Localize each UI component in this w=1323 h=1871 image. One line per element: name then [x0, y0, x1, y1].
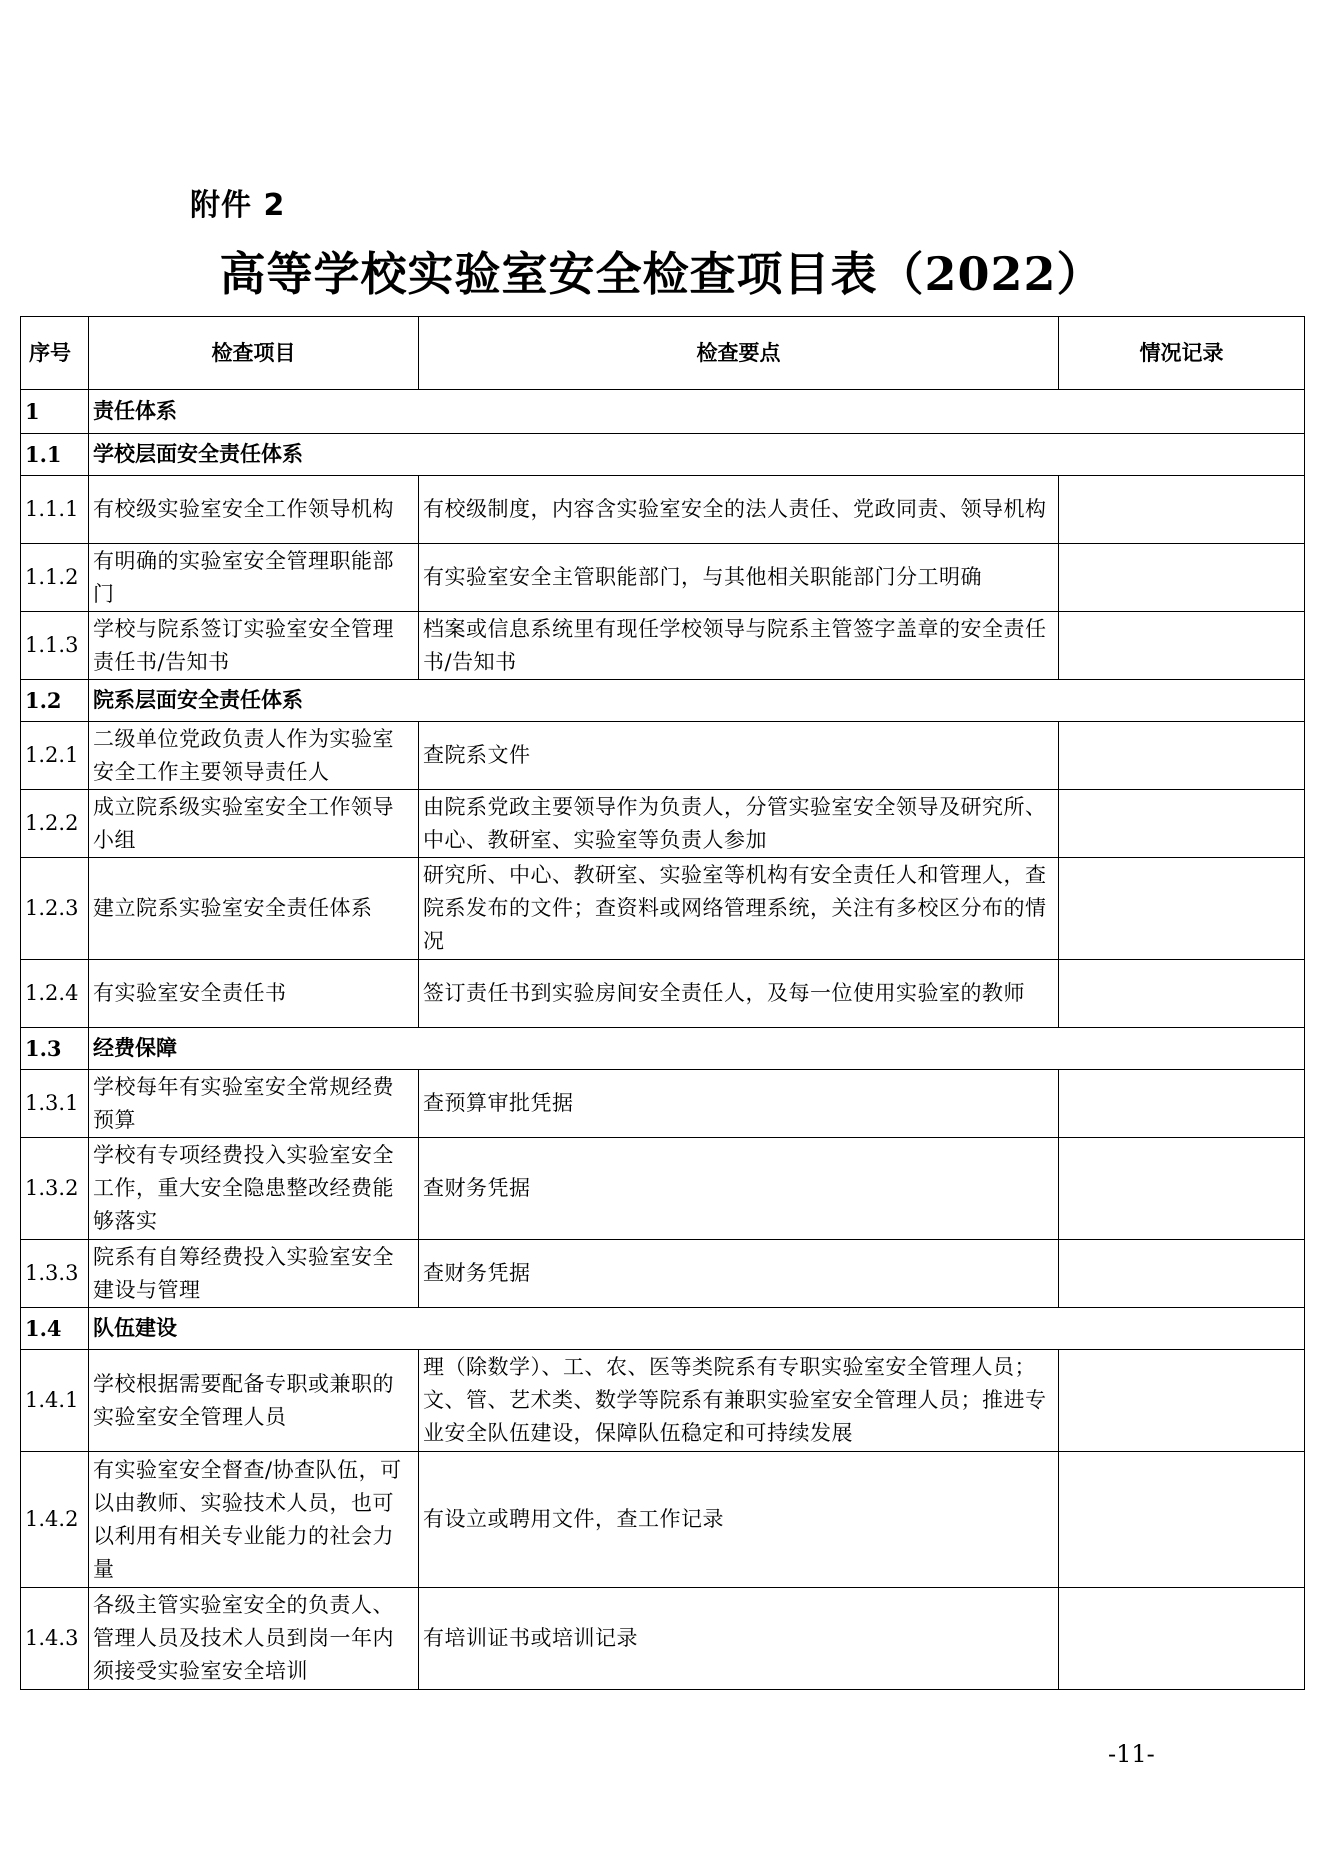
section-title: 经费保障: [89, 1028, 1305, 1070]
row-number: 1.4.3: [21, 1588, 89, 1690]
row-number: 1.4: [21, 1308, 89, 1350]
record-cell[interactable]: [1059, 858, 1305, 960]
row-number: 1.2.2: [21, 790, 89, 858]
check-item: 建立院系实验室安全责任体系: [89, 858, 419, 960]
row-number: 1.1.3: [21, 612, 89, 680]
record-cell[interactable]: [1059, 476, 1305, 544]
check-points: 有培训证书或培训记录: [419, 1588, 1059, 1690]
row-number: 1.2.1: [21, 722, 89, 790]
record-cell[interactable]: [1059, 1452, 1305, 1588]
record-cell[interactable]: [1059, 722, 1305, 790]
table-row: [21, 1240, 1305, 1308]
column-header-record: 情况记录: [1059, 317, 1305, 390]
section-row: [21, 1308, 1305, 1350]
check-points: 查财务凭据: [419, 1240, 1059, 1308]
row-number: 1.1.1: [21, 476, 89, 544]
table-row: [21, 790, 1305, 858]
attachment-label: 附件 2: [190, 188, 286, 223]
check-points: 查预算审批凭据: [419, 1070, 1059, 1138]
check-item: 成立院系级实验室安全工作领导小组: [89, 790, 419, 858]
row-number: 1.4.2: [21, 1452, 89, 1588]
check-points: 理（除数学）、工、农、医等类院系有专职实验室安全管理人员；文、管、艺术类、数学等院系有兼职实验室安全管理人员；推进专业安全队伍建设，保障队伍稳定和可持续发展: [419, 1350, 1059, 1452]
row-number: 1.2: [21, 680, 89, 722]
check-item: 有实验室安全责任书: [89, 960, 419, 1028]
table-row: [21, 960, 1305, 1028]
table-row: [21, 1588, 1305, 1690]
table-row: [21, 1452, 1305, 1588]
record-cell[interactable]: [1059, 1138, 1305, 1240]
table-row: [21, 1070, 1305, 1138]
record-cell[interactable]: [1059, 1240, 1305, 1308]
check-points: 研究所、中心、教研室、实验室等机构有安全责任人和管理人，查院系发布的文件；查资料或网络管理系统，关注有多校区分布的情况: [419, 858, 1059, 960]
column-header-no: 序号: [21, 317, 89, 390]
record-cell[interactable]: [1059, 960, 1305, 1028]
section-row: [21, 1028, 1305, 1070]
section-row: [21, 680, 1305, 722]
check-points: 有校级制度，内容含实验室安全的法人责任、党政同责、领导机构: [419, 476, 1059, 544]
page-number: -11-: [1108, 1740, 1155, 1768]
row-number: 1.4.1: [21, 1350, 89, 1452]
table-body: [21, 390, 1305, 1690]
column-header-points: 检查要点: [419, 317, 1059, 390]
table-row: [21, 476, 1305, 544]
record-cell[interactable]: [1059, 1350, 1305, 1452]
check-item: 院系有自筹经费投入实验室安全建设与管理: [89, 1240, 419, 1308]
check-points: 有实验室安全主管职能部门，与其他相关职能部门分工明确: [419, 544, 1059, 612]
row-number: 1.2.4: [21, 960, 89, 1028]
check-item: 有校级实验室安全工作领导机构: [89, 476, 419, 544]
record-cell[interactable]: [1059, 1588, 1305, 1690]
table-row: [21, 612, 1305, 680]
row-number: 1.3.3: [21, 1240, 89, 1308]
table-row: [21, 722, 1305, 790]
check-points: 有设立或聘用文件，查工作记录: [419, 1452, 1059, 1588]
section-title: 队伍建设: [89, 1308, 1305, 1350]
check-item: 学校根据需要配备专职或兼职的实验室安全管理人员: [89, 1350, 419, 1452]
check-points: 签订责任书到实验房间安全责任人，及每一位使用实验室的教师: [419, 960, 1059, 1028]
check-item: 有实验室安全督查/协查队伍，可以由教师、实验技术人员，也可以利用有相关专业能力的社会力量: [89, 1452, 419, 1588]
row-number: 1.2.3: [21, 858, 89, 960]
row-number: 1.1.2: [21, 544, 89, 612]
record-cell[interactable]: [1059, 612, 1305, 680]
table-row: [21, 544, 1305, 612]
row-number: 1: [21, 390, 89, 434]
row-number: 1.3.1: [21, 1070, 89, 1138]
section-title: 责任体系: [89, 390, 1305, 434]
check-item: 各级主管实验室安全的负责人、管理人员及技术人员到岗一年内须接受实验室安全培训: [89, 1588, 419, 1690]
check-item: 学校与院系签订实验室安全管理责任书/告知书: [89, 612, 419, 680]
section-title: 学校层面安全责任体系: [89, 434, 1305, 476]
row-number: 1.1: [21, 434, 89, 476]
check-points: 查院系文件: [419, 722, 1059, 790]
row-number: 1.3: [21, 1028, 89, 1070]
section-title: 院系层面安全责任体系: [89, 680, 1305, 722]
document-title: 高等学校实验室安全检查项目表（2022）: [219, 247, 1104, 301]
table-row: [21, 858, 1305, 960]
row-number: 1.3.2: [21, 1138, 89, 1240]
check-points: 档案或信息系统里有现任学校领导与院系主管签字盖章的安全责任书/告知书: [419, 612, 1059, 680]
column-header-item: 检查项目: [89, 317, 419, 390]
section-row: [21, 434, 1305, 476]
check-item: 学校有专项经费投入实验室安全工作，重大安全隐患整改经费能够落实: [89, 1138, 419, 1240]
table-row: [21, 1138, 1305, 1240]
record-cell[interactable]: [1059, 544, 1305, 612]
section-row: [21, 390, 1305, 434]
check-points: 查财务凭据: [419, 1138, 1059, 1240]
inspection-table: [20, 316, 1305, 1690]
check-item: 有明确的实验室安全管理职能部门: [89, 544, 419, 612]
check-points: 由院系党政主要领导作为负责人，分管实验室安全领导及研究所、中心、教研室、实验室等负责人参加: [419, 790, 1059, 858]
record-cell[interactable]: [1059, 790, 1305, 858]
record-cell[interactable]: [1059, 1070, 1305, 1138]
table-row: [21, 1350, 1305, 1452]
table-header-row: [21, 317, 1305, 390]
check-item: 学校每年有实验室安全常规经费预算: [89, 1070, 419, 1138]
check-item: 二级单位党政负责人作为实验室安全工作主要领导责任人: [89, 722, 419, 790]
